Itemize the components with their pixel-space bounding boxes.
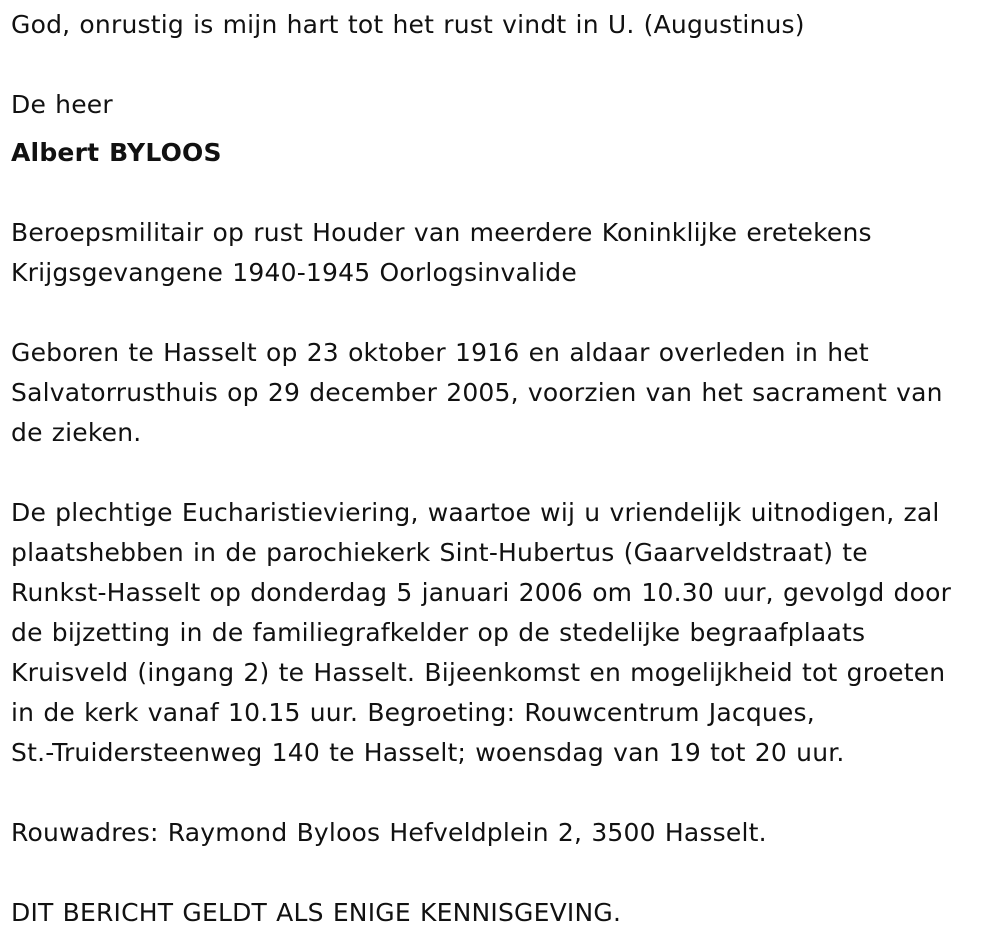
spacer [11,453,996,493]
spacer [11,773,996,813]
salutation [11,85,996,125]
salutation-line: De heer [11,90,113,119]
quote [11,5,996,45]
titles-line: Krijgsgevangene 1940-1945 Oorlogsinvalide [11,258,577,287]
titles-paragraph [11,213,996,293]
ceremony-paragraph [11,493,996,773]
mourning-address [11,813,996,853]
quote-line: God, onrustig is mijn hart tot het rust vindt in U. (Augustinus) [11,10,805,39]
ceremony-line: de bijzetting in de familiegrafkelder op de stedelijke begraafplaats [11,618,866,647]
ceremony-line: De plechtige Eucharistieviering, waartoe wij u vriendelijk uitnodigen, zal [11,498,940,527]
ceremony-line: Kruisveld (ingang 2) te Hasselt. Bijeenkomst en mogelijkheid tot groeten [11,658,946,687]
ceremony-line: in de kerk vanaf 10.15 uur. Begroeting: Rouwcentrum Jacques, [11,698,815,727]
birth-death-line: Geboren te Hasselt op 23 oktober 1916 en aldaar overleden in het [11,338,869,367]
birth-death-line: Salvatorrusthuis op 29 december 2005, voorzien van het sacrament van [11,378,943,407]
spacer [11,293,996,333]
ceremony-line: Runkst-Hasselt op donderdag 5 januari 2006 om 10.30 uur, gevolgd door [11,578,952,607]
mourning-address-line: Rouwadres: Raymond Byloos Hefveldplein 2, 3500 Hasselt. [11,818,767,847]
titles-line: Beroepsmilitair op rust Houder van meerdere Koninklijke eretekens [11,218,872,247]
spacer [11,853,996,893]
birth-death-paragraph [11,333,996,453]
deceased-name-line: Albert BYLOOS [11,138,222,167]
notice [11,893,996,933]
ceremony-line: plaatshebben in de parochiekerk Sint-Hubertus (Gaarveldstraat) te [11,538,868,567]
obituary-notice [11,5,996,933]
deceased-name [11,133,996,173]
notice-line: DIT BERICHT GELDT ALS ENIGE KENNISGEVING. [11,898,622,927]
spacer [11,173,996,213]
spacer [11,45,996,85]
ceremony-line: St.-Truidersteenweg 140 te Hasselt; woensdag van 19 tot 20 uur. [11,738,845,767]
birth-death-line: de zieken. [11,418,142,447]
